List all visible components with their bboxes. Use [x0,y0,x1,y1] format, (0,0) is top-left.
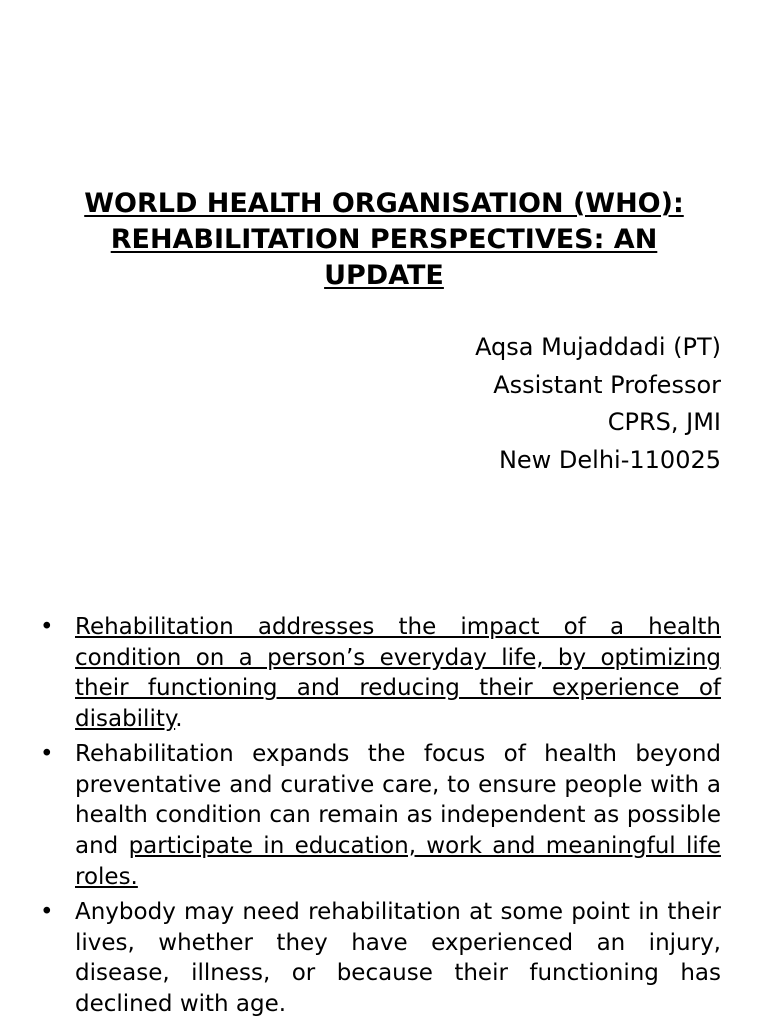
bullet-item [40,739,721,892]
bullet-marker: • [40,741,54,768]
bullet-item [40,897,721,1019]
author-location: New Delhi-110025 [498,445,721,474]
bullet-2-text: Rehabilitation expands the focus of health beyond preventative and curative care, to ensure people with a health condition can remain as independent as possible and [75,741,721,859]
bullet-3-text: Anybody may need rehabilitation at some point in their lives, whether they have experienced an injury, disease, illness, or because their functioning has declined with age. [75,898,721,1017]
bullet-item [40,612,721,734]
bullet-marker: • [40,614,54,640]
author-name: Aqsa Mujaddadi (PT) [475,333,721,361]
slide-title: WORLD HEALTH ORGANISATION (WHO): REHABILITATION PERSPECTIVES: AN UPDATE [84,188,684,291]
bullet-1-tail: . [175,705,183,732]
bullet-1-underlined-text: Rehabilitation addresses the impact of a health condition on a person’s everyday life, by optimizing their functioning and reducing their experience of disability [75,614,721,732]
bullet-marker: • [40,898,54,925]
bullet-list [40,612,721,1024]
author-institution: CPRS, JMI [607,408,721,436]
author-position: Assistant Professor [493,370,721,399]
author-block [475,329,721,479]
bullet-2-underlined-text: participate in education, work and meaningful life roles. [75,832,721,890]
